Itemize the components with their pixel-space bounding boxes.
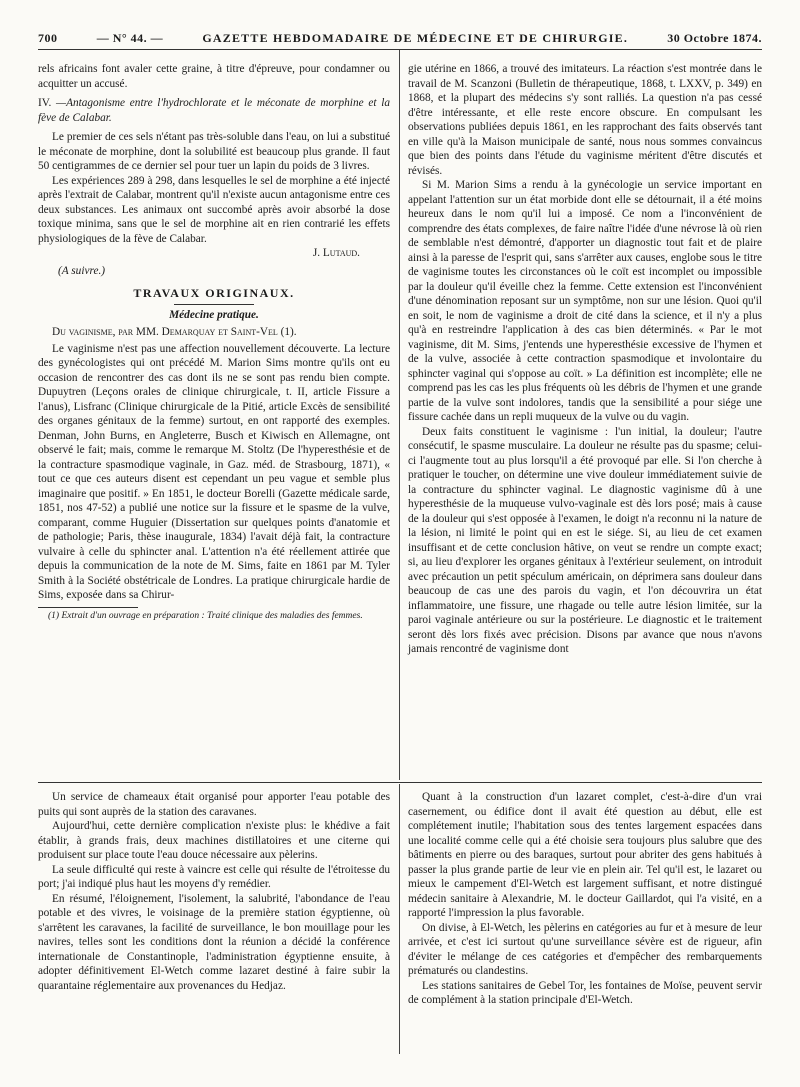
header-rule [38, 49, 762, 50]
paragraph: Le premier de ces sels n'étant pas très-soluble dans l'eau, on lui a substitué le méconate de morphine, dont la solubilité est beaucoup plus grande. Il faut 50 centigrammes de ce dernier sel pour tuer un lapin du poids de 3 livres. [38, 131, 390, 172]
to-be-continued: (A suivre.) [58, 264, 106, 277]
column-divider-bottom [399, 784, 400, 1054]
right-column-top [408, 62, 762, 657]
left-column-top [38, 62, 390, 622]
paragraph: Aujourd'hui, cette dernière complication n'existe plus: le khédive a fait établir, à grands frais, deux machines distillatoires et une citerne qui produisent sur place toute l'eau douce nécessaire aux pèlerins. [38, 820, 390, 861]
paragraph: Deux faits constituent le vaginisme : l'un initial, la douleur; l'autre consécutif, le spasme musculaire. La douleur ne résulte pas du spasme; celui-ci l'augmente tout au plus lorsqu'il a été provoqué par elle. Si l'on cherche à pratiquer le toucher, on détermine une vive douleur immédiatement suivie de la contracture du sphincter vaginal. Le diagnostic vaginisme dû à une hyperesthésie de la muqueuse vulvo-vaginale est dès lors posé; mais à cause de la douleur qui s'est opposée à l'examen, le doigt n'a reconnu ni la nature de la lésion, ni limité le point qui en est le siége. Si, au lieu de cet examen insuffisant et de cette conclusion hâtive, on veut se rendre un compte exact; si, au lieu d'explorer les organes génitaux à l'extérieur seulement, on introduit avec précaution un petit spéculum américain, on déprimera sans douleur dans beaucoup de cas une des parois du vagin, et l'on découvrira un état inflammatoire, une fissure, une rhagade ou telle autre lésion limitée, sur la paroi vaginale antérieure ou sur la postérieure. Le diagnostic et le traitement seront dès lors fixés avec précision. Disons par avance que nous n'avons jamais rencontré de vaginisme dont [408, 425, 762, 655]
subheading-number: IV. [38, 97, 52, 109]
paragraph: Les expériences 289 à 298, dans lesquelles le sel de morphine a été injecté après l'extrait de Calabar, montrent qu'il n'existe aucun antagonisme entre ces deux substances. Les animaux ont succombé après avoir absorbé la dose toxique minima, sans que le sel de morphine ait en rien contrarié les effets physiologiques de la fève de Calabar. [38, 174, 390, 245]
section-rule [174, 304, 254, 305]
feuilleton-rule [38, 782, 762, 783]
right-column-bottom [408, 790, 762, 1008]
section-title: TRAVAUX ORIGINAUX. [133, 286, 295, 300]
paragraph: Le vaginisme n'est pas une affection nouvellement découverte. La lecture des gynécologistes qui ont précédé M. Marion Sims montre qu'ils ont eu occasion de rencontrer des cas dont ils ne se sont pas rendu bien compte. Dupuytren (Leçons orales de clinique chirurgicale, t. II, article Fissure a l'anus), Lisfranc (Clinique chirurgicale de la Pitié, article Excès de sensibilité des organes génitaux de la femme) surtout, en ont rapporté des exemples. Denman, John Burns, en Angleterre, Busch et Kiwisch en Allemagne, ont observé le fait; mais, comme le remarque M. Stoltz (De l'hyperesthésie et de la contracture spasmodique vaginale, in Gaz. méd. de Strasbourg, 1871), « tout ce que ces auteurs disent est cependant un peu vague et semble plus imaginaire que positif. » En 1851, le docteur Borelli (Gazette médicale sarde, 1851, nos 47-52) a publié une notice sur la fissure et le spasme de la vulve, comparant, comme Huguier (Dissertation sur quelques points d'anatomie et de pathologie; Paris, thèse inaugurale, 1834) l'avait déjà fait, la contracture vulvaire à celle du sphincter anal. L'attention n'a été réellement attirée que depuis la communication de la note de M. Sims, faite en 1861 par M. Tyler Smith à la Société obstétricale de Londres. La pratique chirurgicale hardie de Sims, exposée dans sa Chirur- [38, 342, 390, 601]
page-number: 700 [38, 30, 58, 45]
article-byline: Du vaginisme, par MM. Demarquay et Saint-Vel (1). [52, 326, 297, 338]
paragraph: On divise, à El-Wetch, les pèlerins en catégories au fur et à mesure de leur arrivée, et c'est ici surtout qu'une surveillance sévère est de rigueur, afin d'éviter le mélange de ces catégories et d'empêcher des rembarquements prématurés ou clandestins. [408, 921, 762, 977]
paragraph: En résumé, l'éloignement, l'isolement, la salubrité, l'abondance de l'eau potable et des vivres, le voisinage de la première station égyptienne, où s'arrêtent les caravanes, la facilité de surveillance, le bon mouillage pour les navires, telles sont les conditions dont la réunion a décidé la conférence internationale de Constantinople, l'administration égyptienne ensuite, à adopter définitivement El-Wetch comme lazaret destiné à faire subir la quarantaine réglementaire aux provenances du Hedjaz. [38, 892, 390, 992]
paragraph: Quant à la construction d'un lazaret complet, c'est-à-dire d'un vrai casernement, ou édifice dont il avait été question au début, elle est complétement inutile; l'habitation sous des tentes largement espacées dans une localité comme celle qui a été choisie sera toujours plus salubre que des bâtiments en pierre ou des baraques, surtout pour abriter des gens habitués à passer la plus grande partie de leur vie en plein air. Tel qu'il est, le lazaret ou mieux le campement d'El-Wetch est largement suffisant, et notre distingué médecin sanitaire à Alexandrie, M. le docteur Gaillardot, qui l'a visité, en a rapporté l'impression la plus favorable. [408, 791, 762, 919]
paragraph: Les stations sanitaires de Gebel Tor, les fontaines de Moïse, peuvent servir de complément à la station principale d'El-Wetch. [408, 979, 762, 1006]
paragraph: gie utérine en 1866, a trouvé des imitateurs. La réaction s'est montrée dans le travail de M. Scanzoni (Bulletin de thérapeutique, 1868, t. LXXV, p. 349) en 1868, et la plupart des médecins s'y sont ralliés. La question n'a pas cessé d'être intéressante, et elle reste encore obscure. En compulsant les observations publiées depuis 1861, en les rapprochant des faits observés tant en ville qu'à la Maison municipale de santé, nous nous sommes convaincus que bien des points dans l'étude du vaginisme méritent d'être discutés et révisés. [408, 63, 762, 177]
subheading [38, 96, 390, 125]
footnote-rule [38, 607, 138, 608]
footnote: (1) Extrait d'un ouvrage en préparation : Traité clinique des maladies des femmes. [48, 610, 363, 621]
paragraph: Un service de chameaux était organisé pour apporter l'eau potable des puits qui sont auprès de la station des caravanes. [38, 791, 390, 818]
author-signature: J. Lutaud. [312, 247, 360, 259]
running-header [38, 30, 762, 46]
issue-date: 30 Octobre 1874. [667, 30, 762, 45]
left-column-bottom [38, 790, 390, 993]
paragraph: La seule difficulté qui reste à vaincre est celle qui résulte de l'étroitesse du port; j'ai indiqué plus haut les moyens d'y remédier. [38, 863, 390, 890]
journal-title: GAZETTE HEBDOMADAIRE DE MÉDECINE ET DE CHIRURGIE. [202, 30, 629, 45]
column-divider-top [399, 50, 400, 780]
issue-number: — N° 44. — [96, 30, 164, 45]
paragraph: rels africains font avaler cette graine, à titre d'épreuve, pour condamner ou acquitter un accusé. [38, 63, 390, 90]
subsection-title: Médecine pratique. [169, 308, 259, 321]
subheading-text: —Antagonisme entre l'hydrochlorate et le méconate de morphine et la fève de Calabar. [38, 97, 390, 124]
paragraph: Si M. Marion Sims a rendu à la gynécologie un service important en appelant l'attention sur un état morbide dont elle se détournait, il a été moins heureux dans le nom qu'il lui a imposé. Ce nom a l'inconvénient de comprendre des états complexes, de faire naître l'idée d'une névrose là où rien de semblable n'est démontré, d'apporter un diagnostic tout fait et de plaire ainsi à la paresse de l'esprit qui, sans s'arrêter aux causes, englobe sous le titre de vaginisme toutes les circonstances où le coït est incomplet ou impossible par la douleur qu'il éveille chez la femme. Cette extension est l'inconvénient d'une dénomination reposant sur un symptôme, non sur une lésion. Quoi qu'il en soit, le nom de vaginisme a droit de cité dans la science, et il n'y a plus qu'à en restreindre l'application à des cas bien déterminés. « Par le mot vaginisme, dit M. Sims, j'entends une hyperesthésie excessive de l'hymen et de la vulve, associée à cette contraction spasmodique et involontaire du sphincter vaginal qui s'oppose au coït. » La définition est incomplète; elle ne comprend pas les cas les plus fréquents où les débris de l'hymen et une grande partie de la vulve sont indolores, tandis que la sensibilité a pour siége une fissure cachée dans un repli muqueux de la vulve ou du vagin. [408, 179, 762, 423]
